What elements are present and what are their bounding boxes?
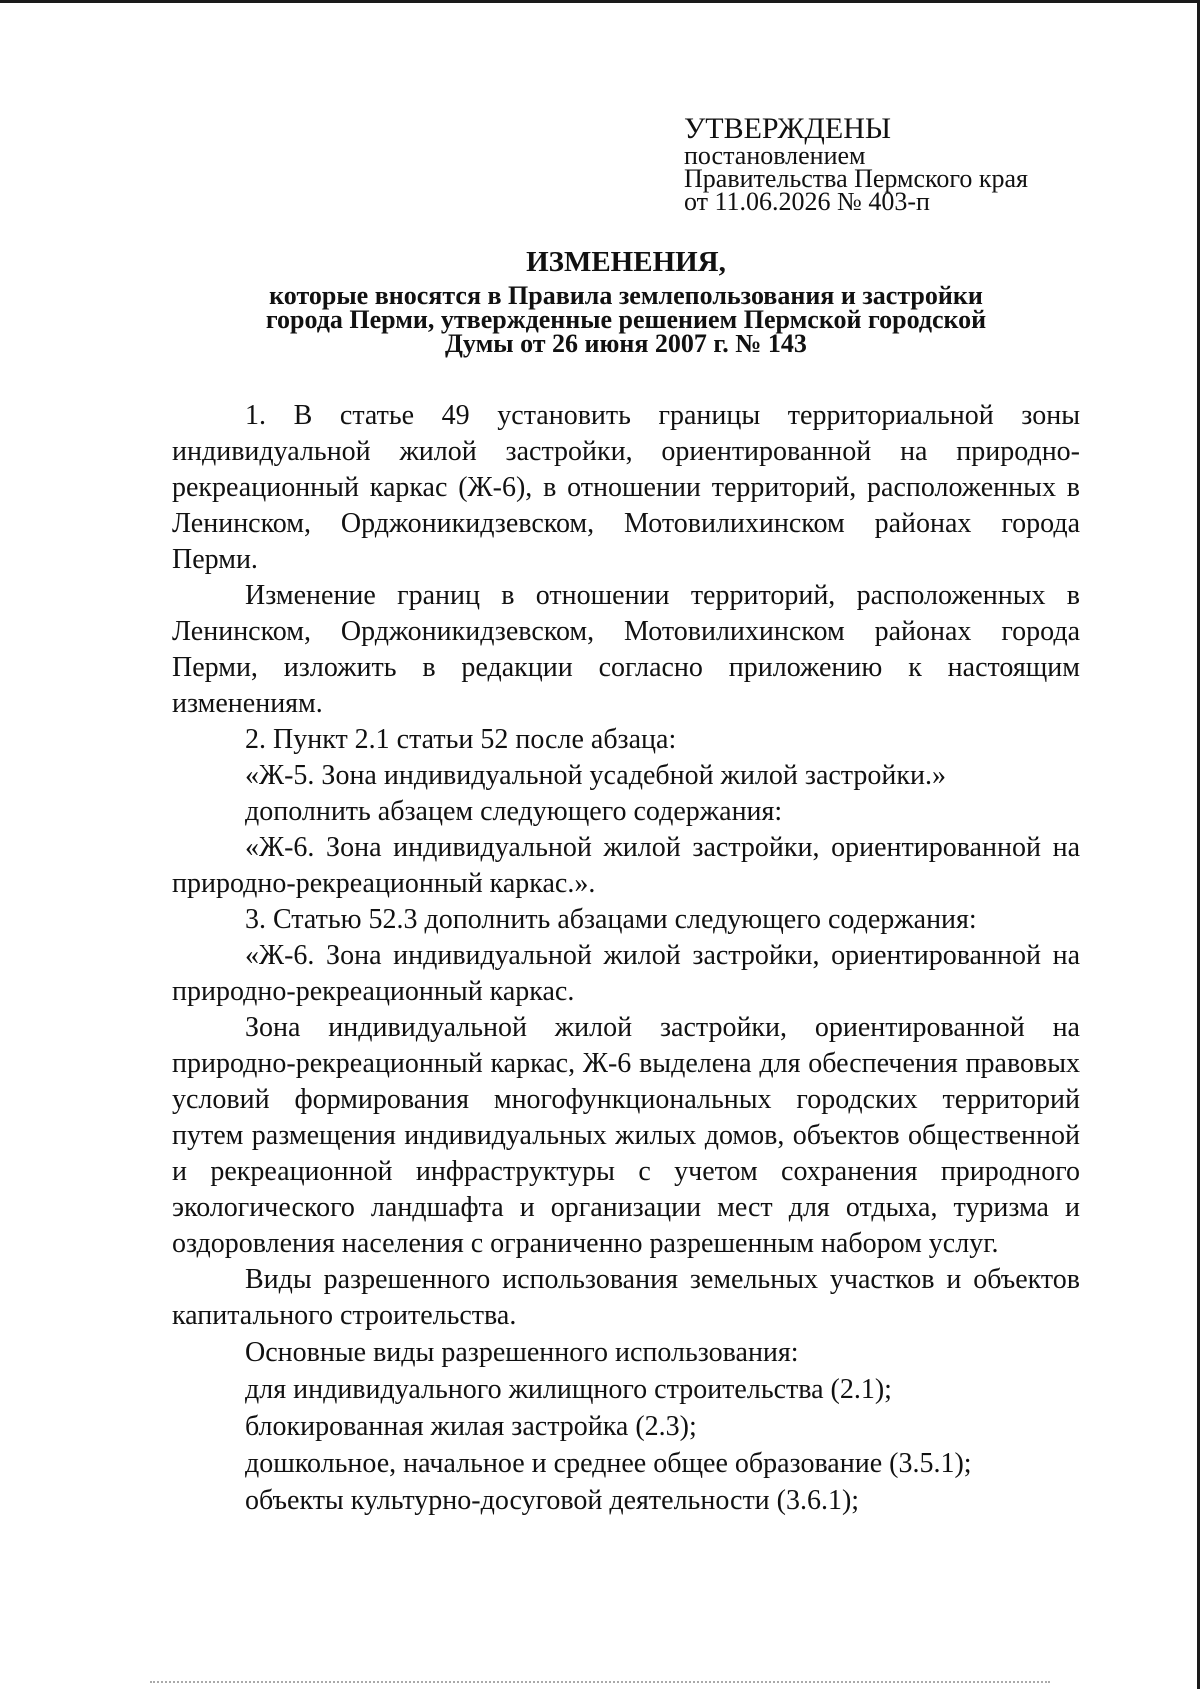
paragraph: «Ж-5. Зона индивидуальной усадебной жилой застройки.» [245,760,946,791]
subtitle-line-2: города Перми, утвержденные решением Пермской городской [265,305,987,334]
approval-stamp [684,112,1104,216]
document-subtitle [172,281,1080,358]
paragraph: дополнить абзацем следующего содержания: [245,796,783,827]
list-item: объекты культурно-досуговой деятельности (3.6.1); [245,1485,860,1516]
scan-edge-bottom [150,1681,1050,1683]
list-item: дошкольное, начальное и среднее общее образование (3.5.1); [245,1448,972,1479]
approval-line-2: Правительства Пермского края [684,164,1028,193]
document-body [172,398,1080,1519]
list-item: блокированная жилая застройка (2.3); [245,1411,697,1442]
list-item: для индивидуального жилищного строительства (2.1); [245,1374,892,1405]
subtitle-line-1: которые вносятся в Правила землепользования и застройки [269,281,983,310]
scan-edge-top [0,0,1200,3]
paragraph: «Ж-6. Зона индивидуальной жилой застройки, ориентированной на природно-рекреационный каркас. [172,940,1080,1007]
document-title: ИЗМЕНЕНИЯ, [526,246,726,278]
paragraph: 3. Статью 52.3 дополнить абзацами следующего содержания: [245,904,977,935]
approval-title: УТВЕРЖДЕНЫ [684,112,892,145]
approval-line-1: постановлением [684,141,866,170]
paragraph: «Ж-6. Зона индивидуальной жилой застройки, ориентированной на природно-рекреационный каркас.». [172,832,1080,899]
paragraph: 1. В статье 49 установить границы территориальной зоны индивидуальной жилой застройки, ориентированной на природно-рекреационный каркас (Ж-6), в отношении территорий, расположенных в Ленинском, Орджоникидзевском, Мотовилихинском районах города Перми. [172,400,1080,575]
paragraph: Виды разрешенного использования земельных участков и объектов капитального строительства. [172,1264,1080,1331]
list-item: Основные виды разрешенного использования: [245,1337,799,1368]
paragraph: 2. Пункт 2.1 статьи 52 после абзаца: [245,724,677,755]
subtitle-line-3: Думы от 26 июня 2007 г. № 143 [445,329,807,358]
approval-line-3: от 11.06.2026 № 403-п [684,187,930,216]
paragraph: Изменение границ в отношении территорий, расположенных в Ленинском, Орджоникидзевском, Мотовилихинском районах города Перми, изложить в редакции согласно приложению к настоящим изменениям. [172,580,1080,719]
paragraph: Зона индивидуальной жилой застройки, ориентированной на природно-рекреационный каркас, Ж-6 выделена для обеспечения правовых условий формирования многофункциональных городских территорий путем размещения индивидуальных жилых домов, объектов общественной и рекреационной инфраструктуры с учетом сохранения природного экологического ландшафта и организации мест для отдыха, туризма и оздоровления населения с ограниченно разрешенным набором услуг. [172,1012,1080,1259]
